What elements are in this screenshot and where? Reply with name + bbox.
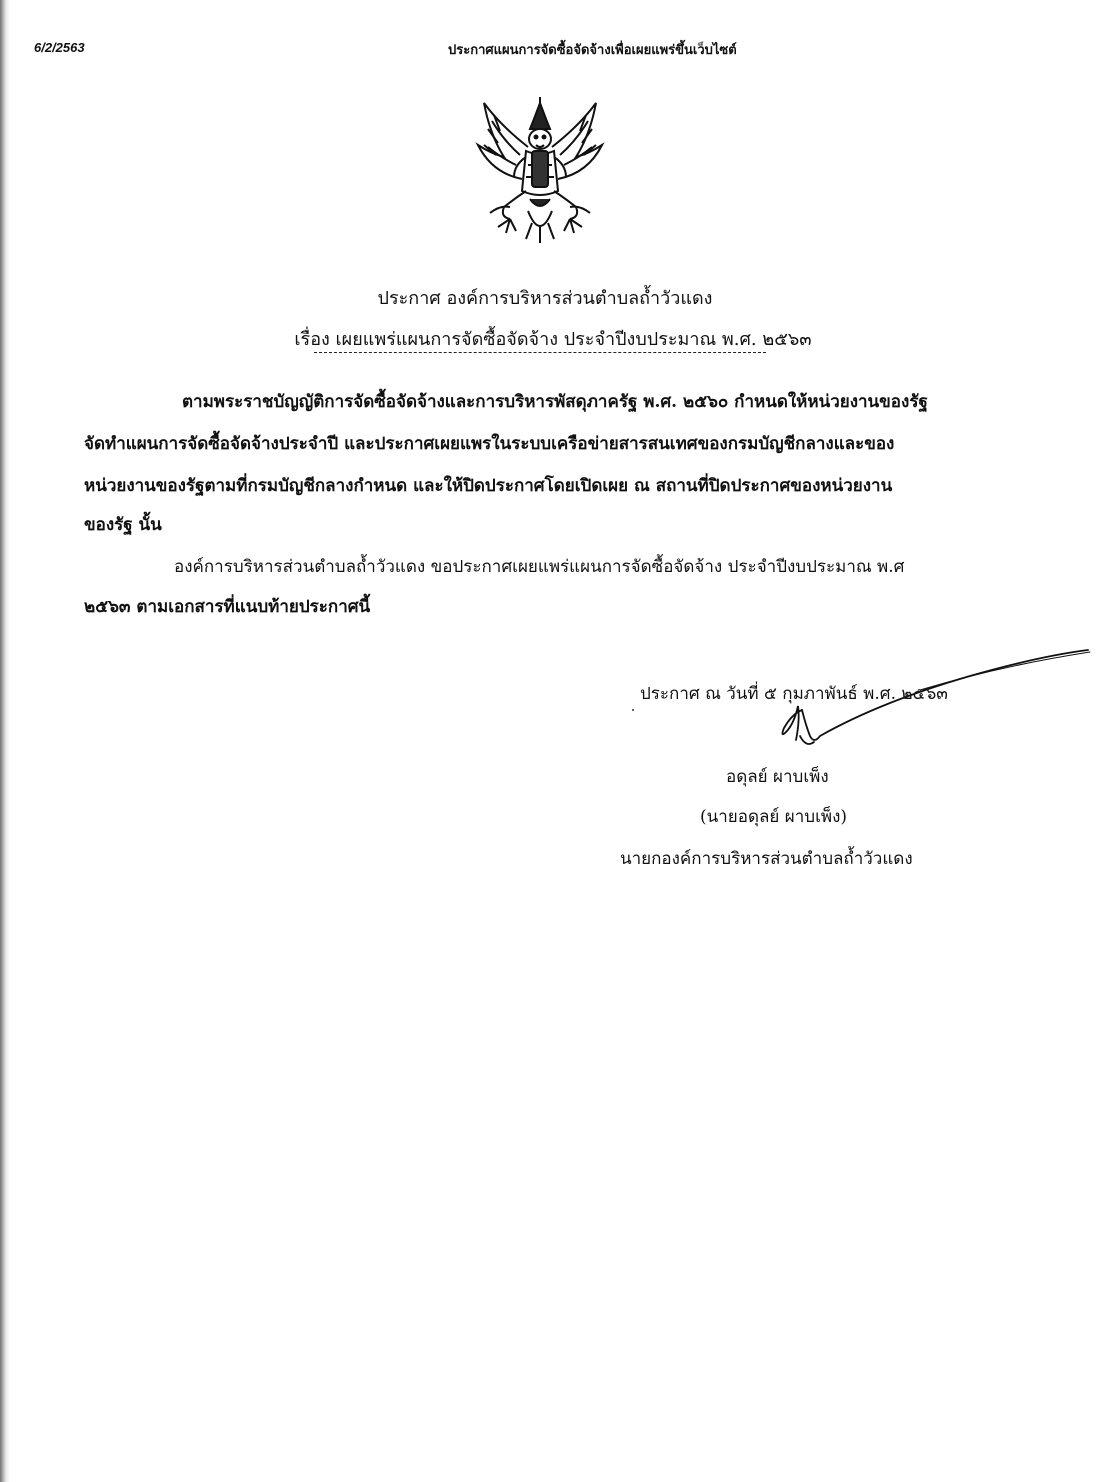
signer-full-name: (นายอดุลย์ ผาบเพ็ง) [700,807,848,827]
garuda-emblem-icon [470,95,610,245]
body-paragraph-1-line-4: ของรัฐ นั้น [84,515,162,535]
handwritten-signature-icon [740,640,1100,770]
body-paragraph-1-line-1: ตามพระราชบัญญัติการจัดซื้อจัดจ้างและการบริหารพัสดุภาครัฐ พ.ศ. ๒๕๖๐ กำหนดให้หน่วยงานของรัฐ [182,392,928,412]
announcement-date: ประกาศ ณ วันที่ ๕ กุมภาพันธ์ พ.ศ. ๒๕๖๓ [640,684,948,704]
print-date: 6/2/2563 [34,40,85,55]
signer-signed-name: อดุลย์ ผาบเพ็ง [726,767,829,787]
body-paragraph-2-line-2: ๒๕๖๓ ตามเอกสารที่แนบท้ายประกาศนี้ [84,597,371,617]
dashed-divider [314,352,766,353]
scan-edge-shadow [0,0,10,1482]
body-paragraph-1-line-2: จัดทำแผนการจัดซื้อจัดจ้างประจำปี และประกาศเผยแพรในระบบเครือข่ายสารสนเทศของกรมบัญชีกลางและของ [84,434,895,454]
signer-position: นายกองค์การบริหารส่วนตำบลถ้ำวัวแดง [620,849,913,869]
body-paragraph-1-line-3: หน่วยงานของรัฐตามที่กรมบัญชีกลางกำหนด และให้ปิดประกาศโดยเปิดเผย ณ สถานที่ปิดประกาศของหน่วยงาน [84,476,893,496]
announcement-subject: เรื่อง เผยแพร่แผนการจัดซื้อจัดจ้าง ประจำปีงบประมาณ พ.ศ. ๒๕๖๓ [294,329,812,350]
scan-speck [632,709,634,711]
body-paragraph-2-line-1: องค์การบริหารส่วนตำบลถ้ำวัวแดง ขอประกาศเผยแพร่แผนการจัดซื้อจัดจ้าง ประจำปีงบประมาณ พ.ศ [174,557,905,577]
announcement-title: ประกาศ องค์การบริหารส่วนตำบลถ้ำวัวแดง [377,288,713,309]
print-header-title: ประกาศแผนการจัดซื้อจัดจ้างเพื่อเผยแพร่ขึ้นเว็บไซต์ [448,42,737,57]
